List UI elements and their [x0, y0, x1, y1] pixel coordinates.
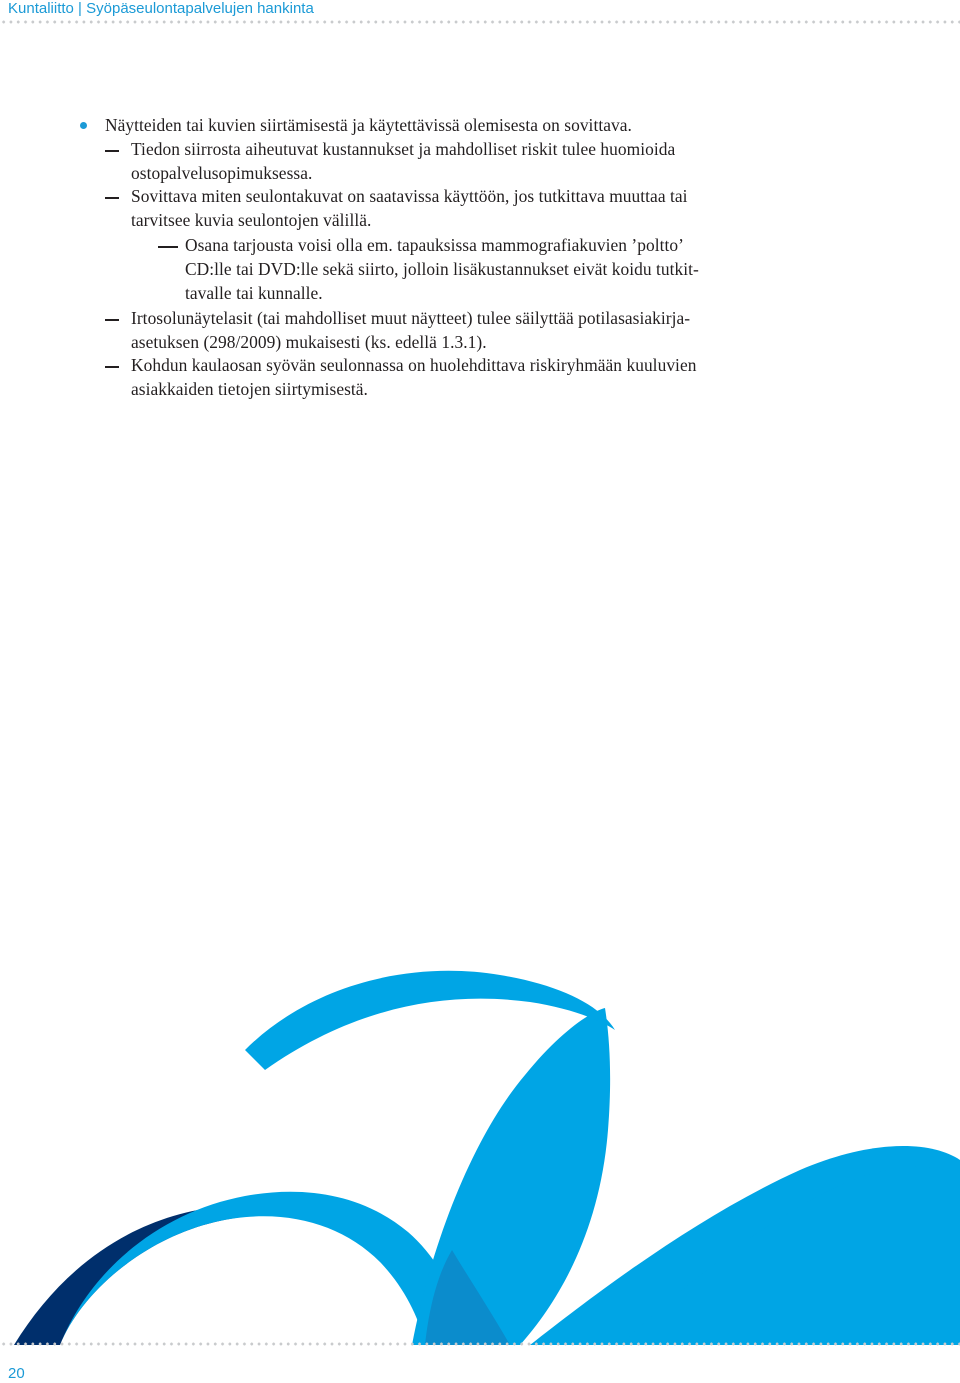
list-item-line: Tiedon siirrosta aiheutuvat kustannukset ja mahdolliset riskit tulee huomioida	[131, 139, 676, 159]
list-item-line: asetuksen (298/2009) mukaisesti (ks. edellä 1.3.1).	[131, 332, 487, 352]
footer-dotted-rule	[0, 1342, 960, 1346]
page-number: 20	[8, 1365, 25, 1382]
list-item-line: Irtosolunäytelasit (tai mahdolliset muut näytteet) tulee säilyttää potilasasiakirja-	[131, 308, 691, 328]
header-separator: |	[78, 0, 82, 17]
list-item-line: Kohdun kaulaosan syövän seulonnassa on huolehdittava riskiryhmään kuuluvien	[131, 355, 697, 375]
list-item-line: tarvitsee kuvia seulontojen välillä.	[131, 210, 372, 230]
bullet-text: Näytteiden tai kuvien siirtämisestä ja käytettävissä olemisesta on sovittava.	[105, 115, 632, 135]
header-org: Kuntaliitto	[8, 0, 74, 17]
list-item-line: Osana tarjousta voisi olla em. tapauksissa mammografiakuvien ’poltto’	[185, 235, 684, 255]
list-item-line: tavalle tai kunnalle.	[185, 283, 323, 303]
light-ribbon-left	[60, 1192, 470, 1345]
header-doc-title: Syöpäseulontapalvelujen hankinta	[86, 0, 314, 17]
list-item-line: CD:lle tai DVD:lle sekä siirto, jolloin lisäkustannukset eivät koidu tutkit-	[185, 259, 699, 279]
list-item-line: Sovittava miten seulontakuvat on saatavissa käyttöön, jos tutkittava muuttaa tai	[131, 186, 688, 206]
list-item-line: asiakkaiden tietojen siirtymisestä.	[131, 379, 368, 399]
dark-ribbon-shape	[14, 1205, 310, 1345]
list-item-line: ostopalvelusopimuksessa.	[131, 163, 313, 183]
